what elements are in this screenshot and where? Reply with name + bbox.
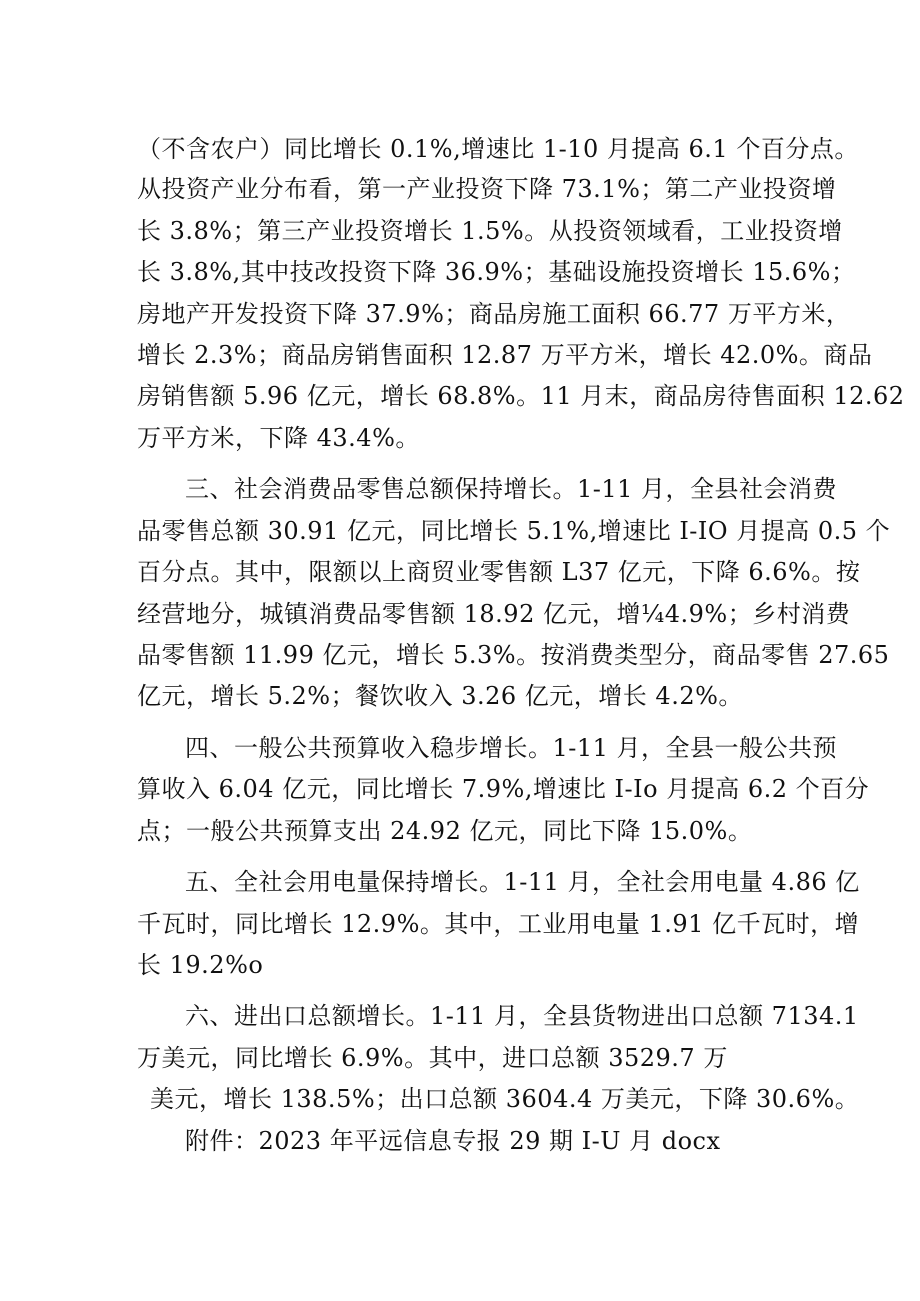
text-line: 亿元，增长 5.2%；餐饮收入 3.26 亿元，增长 4.2%。 bbox=[137, 682, 743, 710]
text-line: 经营地分，城镇消费品零售额 18.92 亿元，增¼4.9%；乡村消费 bbox=[137, 600, 851, 628]
text-line: 美元，增长 138.5%；出口总额 3604.4 万美元，下降 30.6%。 bbox=[150, 1085, 860, 1113]
text-line: 增长 2.3%；商品房销售面积 12.87 万平方米，增长 42.0%。商品 bbox=[137, 341, 873, 369]
text-line: 长 19.2%o bbox=[137, 951, 264, 979]
attachment-line: 附件：2023 年平远信息专报 29 期 I-U 月 docx bbox=[185, 1127, 721, 1155]
text-line: 品零售额 11.99 亿元，增长 5.3%。按消费类型分，商品零售 27.65 bbox=[137, 641, 890, 669]
section-heading-line: 六、进出口总额增长。1-11 月，全县货物进出口总额 7134.1 bbox=[185, 1002, 859, 1030]
text-line: 百分点。其中，限额以上商贸业零售额 L37 亿元，下降 6.6%。按 bbox=[137, 558, 861, 586]
text-line: 长 3.8%；第三产业投资增长 1.5%。从投资领域看，工业投资增 bbox=[137, 217, 843, 245]
text-line: 点；一般公共预算支出 24.92 亿元，同比下降 15.0%。 bbox=[137, 817, 753, 845]
section-heading-line: 三、社会消费品零售总额保持增长。1-11 月，全县社会消费 bbox=[185, 475, 838, 503]
text-line: 品零售总额 30.91 亿元，同比增长 5.1%,增速比 I-IO 月提高 0.5 个 bbox=[137, 517, 891, 545]
text-line: 万平方米，下降 43.4%。 bbox=[137, 424, 420, 452]
text-line: （不含农户）同比增长 0.1%,增速比 1-10 月提高 6.1 个百分点。 bbox=[137, 135, 859, 163]
section-heading-line: 五、全社会用电量保持增长。1-11 月，全社会用电量 4.86 亿 bbox=[185, 868, 860, 896]
text-line: 房地产开发投资下降 37.9%；商品房施工面积 66.77 万平方米， bbox=[137, 300, 851, 328]
text-line: 长 3.8%,其中技改投资下降 36.9%；基础设施投资增长 15.6%； bbox=[137, 258, 856, 286]
text-line: 算收入 6.04 亿元，同比增长 7.9%,增速比 I-Io 月提高 6.2 个百分 bbox=[137, 775, 870, 803]
section-heading-line: 四、一般公共预算收入稳步增长。1-11 月，全县一般公共预 bbox=[185, 734, 838, 762]
text-line: 千瓦时，同比增长 12.9%。其中，工业用电量 1.91 亿千瓦时，增 bbox=[137, 910, 860, 938]
text-line: 房销售额 5.96 亿元，增长 68.8%。11 月末，商品房待售面积 12.62 bbox=[137, 382, 905, 410]
text-line: 万美元，同比增长 6.9%。其中，进口总额 3529.7 万 bbox=[137, 1044, 728, 1072]
text-line: 从投资产业分布看，第一产业投资下降 73.1%；第二产业投资增 bbox=[137, 175, 837, 203]
